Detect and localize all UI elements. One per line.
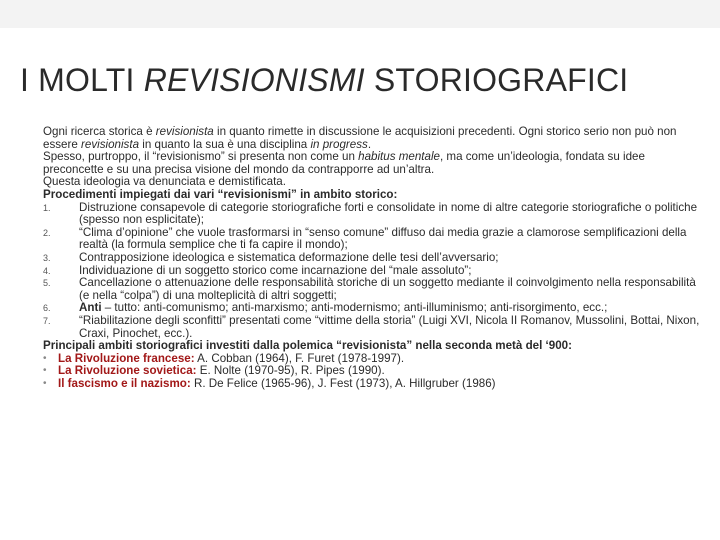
slide-content [43,126,703,390]
list-item [43,202,703,227]
intro-section [43,126,703,189]
list-item [43,378,703,391]
list-item-text: – tutto: anti-comunismo; anti-marxismo; anti-modernismo; anti-illuminismo; anti-risorgimento, ecc.; [101,301,608,315]
list-item-text: Cancellazione o attenuazione delle responsabilità storiche di un soggetto mediante il coinvolgimento nella responsabilità (e nella “colpa”) di una molteplicità di altri soggetti; [79,276,696,302]
procedimenti-heading: Procedimenti impiegati dai vari “revisionismi” in ambito storico: [43,187,398,201]
list-number: 3. [43,252,51,263]
ambiti-list [43,353,703,391]
list-item [43,277,703,302]
intro-paragraph-1 [43,126,703,151]
list-number: 5. [43,278,51,289]
text: Spesso, purtroppo, il “revisionismo” si presenta non come un [43,150,359,164]
list-number: 2. [43,227,51,238]
text-italic: revisionista [155,125,214,138]
procedimenti-list [43,202,703,341]
ambito-label: La Rivoluzione francese: [58,351,195,365]
bullet-icon: • [43,377,47,389]
list-number: 1. [43,202,51,213]
text-italic: revisionista [81,137,140,151]
list-item-text: “Riabilitazione degli sconfitti” presentati come “vittime della storia” (Luigi XVI, Nicola II Romanov, Mussolini, Bottai, Nixon, Craxi, Pinochet, ecc.). [79,313,700,340]
text-italic: in progress [310,137,368,151]
text: , ma come un’ideologia, fondata su idee preconcette e su una precisa visione del mondo da contrapporre ad un’altra. [43,150,645,176]
list-item-text: Contrapposizione ideologica e sistematica deformazione delle tesi dell’avversario; [79,250,499,264]
ambito-label: Il fascismo e il nazismo: [58,376,191,390]
list-number: 7. [43,315,51,326]
list-item-text: “Clima d’opinione” che vuole trasformarsi in “senso comune” diffuso dai media grazie a clamorose semplificazioni della realtà (la formula semplice che ti fa capire il mondo); [79,225,687,252]
ambito-text: E. Nolte (1970-95), R. Pipes (1990). [196,364,385,378]
text: in quanto la sua è una disciplina [139,137,311,151]
text: in quanto rimette in discussione le acquisizioni precedenti. Ogni storico serio non può non essere [43,125,677,151]
intro-paragraph-3: Questa ideologia va denunciata e demistificata. [43,175,286,189]
slide-title [20,62,628,99]
ambito-text: A. Cobban (1964), F. Furet (1978-1997). [194,351,405,365]
title-part-1: I MOLTI [20,62,144,98]
list-item [43,227,703,252]
ambito-text: R. De Felice (1965-96), J. Fest (1973), A. Hillgruber (1986) [190,376,496,390]
list-item [43,315,703,340]
ambito-label: La Rivoluzione sovietica: [58,364,197,378]
list-item-bold: Anti [79,301,102,315]
text: . [367,137,372,151]
list-item-text: Distruzione consapevole di categorie storiografiche forti e consolidate in nome di altre categorie storiografiche o politiche (spesso non esplicitate); [79,200,698,227]
bullet-icon: • [43,352,47,364]
list-number: 4. [43,265,51,276]
list-number: 6. [43,303,51,314]
title-part-3: STORIOGRAFICI [364,62,629,98]
title-part-2: REVISIONISMI [143,62,365,98]
text: Ogni ricerca storica è [43,125,156,138]
bullet-icon: • [43,365,47,377]
top-band [0,0,720,28]
ambiti-heading: Principali ambiti storiografici investiti dalla polemica “revisionista” nella seconda metà del ‘900: [43,339,572,353]
intro-paragraph-2 [43,151,703,176]
text-italic: habitus mentale [358,150,440,164]
list-item-text: Individuazione di un soggetto storico come incarnazione del “male assoluto”; [79,263,472,277]
